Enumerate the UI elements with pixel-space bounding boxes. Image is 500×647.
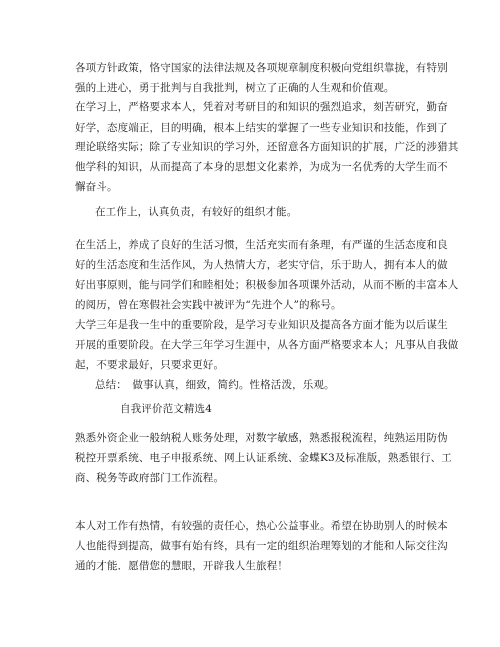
paragraph-line: 强的上进心，勇于批判与自我批判，树立了正确的人生观和价值观。: [75, 82, 395, 94]
paragraph-line: 起，不要求最好，只要求更好。: [75, 359, 225, 371]
paragraph-line: 各项方针政策，恪守国家的法律法规及各项规章制度积极向党组织靠拢，有特别: [75, 62, 448, 74]
paragraph-line: 熟悉外资企业一般纳税人账务处理，对数字敏感，熟悉报税流程，纯熟运用防伪: [75, 432, 448, 444]
paragraph-line: 在生活上，养成了良好的生活习惯，生活充实而有条理，有严谨的生活态度和良: [75, 239, 448, 251]
paragraph-line: 开展的重要阶段。在大学三年学习生涯中，从各方面严格要求本人；凡事从自我做: [75, 339, 459, 351]
paragraph-line: 大学三年是我一生中的重要阶段，是学习专业知识及提高各方面才能为以后谋生: [75, 319, 448, 331]
paragraph-line: 懈奋斗。: [75, 181, 118, 193]
paragraph-line: 好的生活态度和生活作风，为人热情大方，老实守信，乐于助人，拥有本人的做: [75, 259, 448, 271]
paragraph-line: 好学，态度端正，目的明确，根本上结实的掌握了一些专业知识和技能，作到了: [75, 122, 448, 134]
paragraph-line: 理论联络实际；除了专业知识的学习外，还留意各方面知识的扩展，广泛的涉猎其: [75, 141, 459, 153]
paragraph-line: 的阅历，曾在寒假社会实践中被评为“先进个人”的称号。: [75, 299, 342, 311]
paragraph-line: 人也能得到提高，做事有始有终，具有一定的组织治理筹划的才能和人际交往沟: [75, 540, 448, 552]
paragraph-line: 在学习上，严格要求本人，凭着对考研目的和知识的强烈追求，刻苦研究，勤奋: [75, 101, 448, 113]
paragraph-line: 税控开票系统、电子申报系统、网上认证系统、金蝶K3及标准版，熟悉银行、工: [75, 452, 452, 464]
paragraph-line: 本人对工作有热情，有较强的责任心，热心公益事业。希望在协助别人的时候本: [75, 520, 448, 532]
paragraph-line: 好出事原则，能与同学们和睦相处；积极参加各项课外活动，从而不断的丰富本人: [75, 279, 459, 291]
summary-line: 总结： 做事认真，细致，简约。性格活泼，乐观。: [95, 379, 335, 391]
paragraph-line: 商、税务等政府部门工作流程。: [75, 472, 225, 484]
paragraph-line: 通的才能．愿借您的慧眼，开辟我人生旅程！: [75, 560, 288, 572]
section-heading: 自我评价范文精选4: [120, 403, 213, 415]
paragraph-line: 他学科的知识，从而提高了本身的思想文化素养，为成为一名优秀的大学生而不: [75, 161, 448, 173]
paragraph-line: 在工作上，认真负责，有较好的组织才能。: [95, 206, 298, 218]
